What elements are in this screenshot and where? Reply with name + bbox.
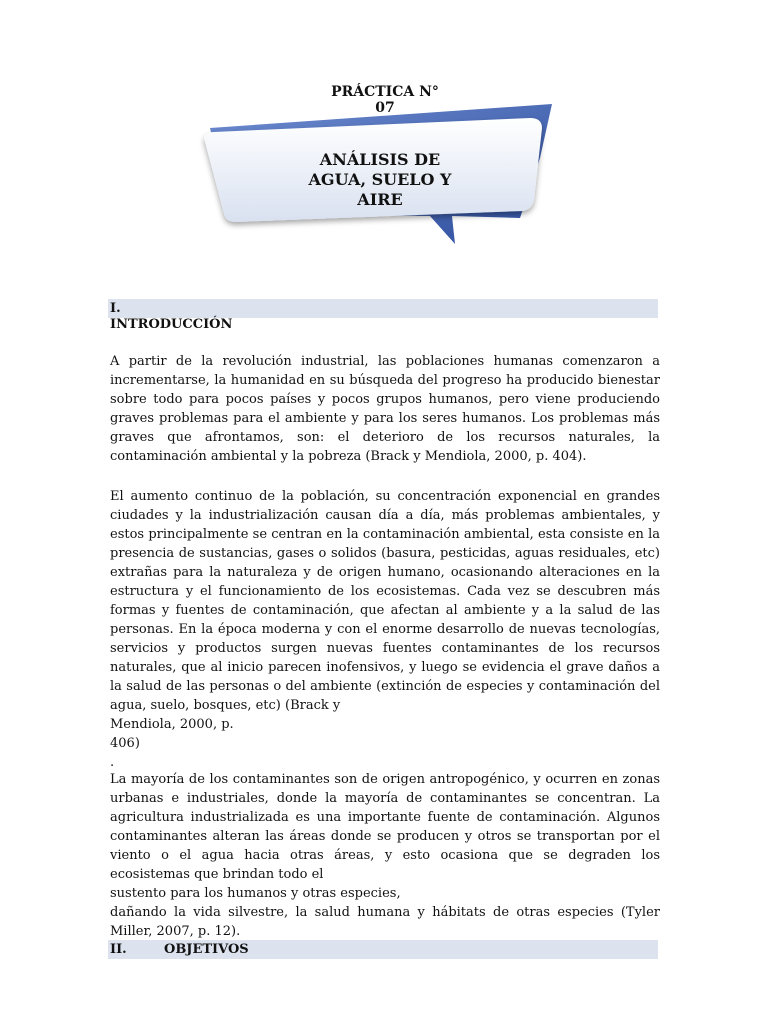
section-title: OBJETIVOS xyxy=(164,942,249,957)
paragraph-3-citation: dañando la vida silvestre, la salud humana y hábitats de otras especies (Tyler Miller, 2007, p. 12). xyxy=(110,905,660,939)
section-heading-introduccion xyxy=(108,299,658,332)
paragraph-3 xyxy=(110,770,660,941)
banner-title-line-1: ANÁLISIS DE xyxy=(319,150,441,169)
paragraph-2-page: 406) xyxy=(110,736,140,751)
paragraph-1: A partir de la revolución industrial, las poblaciones humanas comenzaron a incrementarse, la humanidad en su búsqueda del progreso ha producido bienestar sobre todo para pocos países y pocos grupos humanos, pero viene produciendo graves problemas para el ambiente y para los seres humanos. Los problemas más graves que afrontamos, son: el deterioro de los recursos naturales, la contaminación ambiental y la pobreza (Brack y Mendiola, 2000, p. 404). xyxy=(110,354,660,464)
paragraph-2-dot: . xyxy=(110,755,115,770)
practice-label: PRÁCTICA N° xyxy=(331,84,439,100)
paragraph-2 xyxy=(110,487,660,772)
banner-title xyxy=(290,150,470,210)
paragraph-2-body: El aumento continuo de la población, su concentración exponencial en grandes ciudades y la industrialización causan día a día, más problemas ambientales, y estos principalmente se centran en la contaminación ambiental, esta consiste en la presencia de sustancias, gases o solidos (basura, pesticidas, aguas residuales, etc) extrañas para la naturaleza y de origen humano, ocasionando alteraciones en la estructura y el funcionamiento de los ecosistemas. Cada vez se descubren más formas y fuentes de contaminación, que afectan al ambiente y a la salud de las personas. En la época moderna y con el enorme desarrollo de nuevas tecnologías, servicios y productos surgen nuevas fuentes contaminantes de los recursos naturales, que al inicio parecen inofensivos, y luego se evidencia el grave daños a la salud de las personas o del ambiente (extinción de especies y contaminación del agua, suelo, bosques, etc) (Brack y xyxy=(110,489,660,713)
section-title: INTRODUCCIÓN xyxy=(110,317,233,332)
section-number: I. xyxy=(110,301,121,316)
section-heading-objetivos xyxy=(108,940,658,959)
banner-title-line-2: AGUA, SUELO Y xyxy=(308,170,452,189)
paragraph-2-citation: Mendiola, 2000, p. xyxy=(110,717,234,732)
practice-number: 07 xyxy=(375,100,395,116)
paragraph-3-line: sustento para los humanos y otras especies, xyxy=(110,886,401,901)
section-number: II. xyxy=(110,942,127,957)
banner-title-line-3: AIRE xyxy=(357,190,403,209)
paragraph-3-body: La mayoría de los contaminantes son de origen antropogénico, y ocurren en zonas urbanas e industriales, donde la mayoría de contaminantes se concentran. La agricultura industrializada es una importante fuente de contaminación. Algunos contaminantes alteran las áreas donde se producen y otros se transportan por el viento o el agua hacia otras áreas, y esto ocasiona que se degraden los ecosistemas que brindan todo el xyxy=(110,772,660,882)
